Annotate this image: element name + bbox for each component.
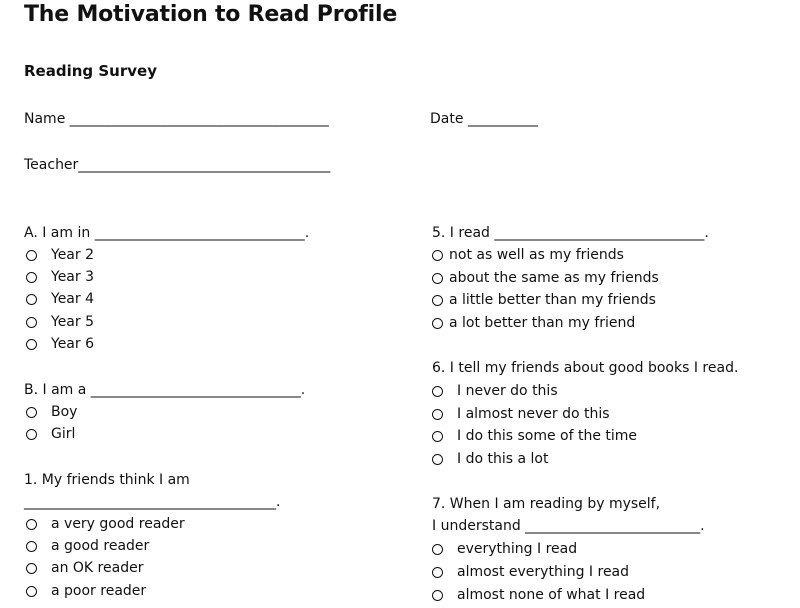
question-a-option[interactable]: Year 4 — [26, 290, 94, 308]
question-1-blank[interactable]: ____________________________________. — [24, 494, 281, 510]
date-field[interactable]: Date __________ — [430, 111, 538, 127]
question-7-option[interactable]: everything I read — [432, 540, 577, 558]
radio-icon[interactable] — [26, 429, 37, 440]
radio-icon[interactable] — [432, 386, 443, 397]
radio-icon[interactable] — [432, 454, 443, 465]
question-b-prompt: B. I am a ______________________________. — [24, 382, 306, 398]
question-6-prompt: 6. I tell my friends about good books I read. — [432, 360, 739, 376]
question-5-option[interactable]: not as well as my friends — [432, 246, 624, 264]
radio-icon[interactable] — [26, 272, 37, 283]
radio-icon[interactable] — [26, 586, 37, 597]
radio-icon[interactable] — [26, 339, 37, 350]
question-5-option[interactable]: a little better than my friends — [432, 291, 656, 309]
question-1-option[interactable]: a very good reader — [26, 515, 185, 533]
radio-icon[interactable] — [432, 431, 443, 442]
radio-icon[interactable] — [432, 409, 443, 420]
question-7-prompt: 7. When I am reading by myself, — [432, 496, 661, 512]
question-5-option[interactable]: about the same as my friends — [432, 269, 659, 287]
question-1-option[interactable]: a poor reader — [26, 582, 146, 600]
radio-icon[interactable] — [26, 317, 37, 328]
question-a-option[interactable]: Year 5 — [26, 313, 94, 331]
radio-icon[interactable] — [26, 563, 37, 574]
radio-icon[interactable] — [26, 250, 37, 261]
radio-icon[interactable] — [432, 590, 443, 601]
section-title: Reading Survey — [24, 62, 157, 80]
question-b-option[interactable]: Girl — [26, 425, 75, 443]
question-5-prompt: 5. I read ______________________________. — [432, 225, 709, 241]
radio-icon[interactable] — [432, 567, 443, 578]
radio-icon[interactable] — [26, 519, 37, 530]
question-6-option[interactable]: I do this some of the time — [432, 427, 637, 445]
radio-icon[interactable] — [26, 541, 37, 552]
teacher-field[interactable]: Teacher____________________________________ — [24, 157, 331, 173]
question-6-option[interactable]: I almost never do this — [432, 405, 610, 423]
question-7-blank[interactable]: I understand _________________________. — [432, 518, 705, 534]
radio-icon[interactable] — [432, 295, 443, 306]
question-a-option[interactable]: Year 2 — [26, 246, 94, 264]
page-title: The Motivation to Read Profile — [24, 2, 398, 27]
radio-icon[interactable] — [432, 318, 443, 329]
question-7-option[interactable]: almost none of what I read — [432, 586, 645, 604]
question-1-option[interactable]: an OK reader — [26, 559, 143, 577]
question-1-prompt: 1. My friends think I am — [24, 472, 190, 488]
question-7-option[interactable]: almost everything I read — [432, 563, 629, 581]
question-b-option[interactable]: Boy — [26, 403, 77, 421]
radio-icon[interactable] — [26, 407, 37, 418]
question-a-prompt: A. I am in ______________________________. — [24, 225, 310, 241]
question-a-option[interactable]: Year 6 — [26, 335, 94, 353]
radio-icon[interactable] — [432, 250, 443, 261]
question-1-option[interactable]: a good reader — [26, 537, 149, 555]
question-a-option[interactable]: Year 3 — [26, 268, 94, 286]
radio-icon[interactable] — [26, 294, 37, 305]
name-field[interactable]: Name _____________________________________ — [24, 111, 329, 127]
radio-icon[interactable] — [432, 544, 443, 555]
question-6-option[interactable]: I do this a lot — [432, 450, 548, 468]
question-6-option[interactable]: I never do this — [432, 382, 558, 400]
radio-icon[interactable] — [432, 273, 443, 284]
question-5-option[interactable]: a lot better than my friend — [432, 314, 635, 332]
